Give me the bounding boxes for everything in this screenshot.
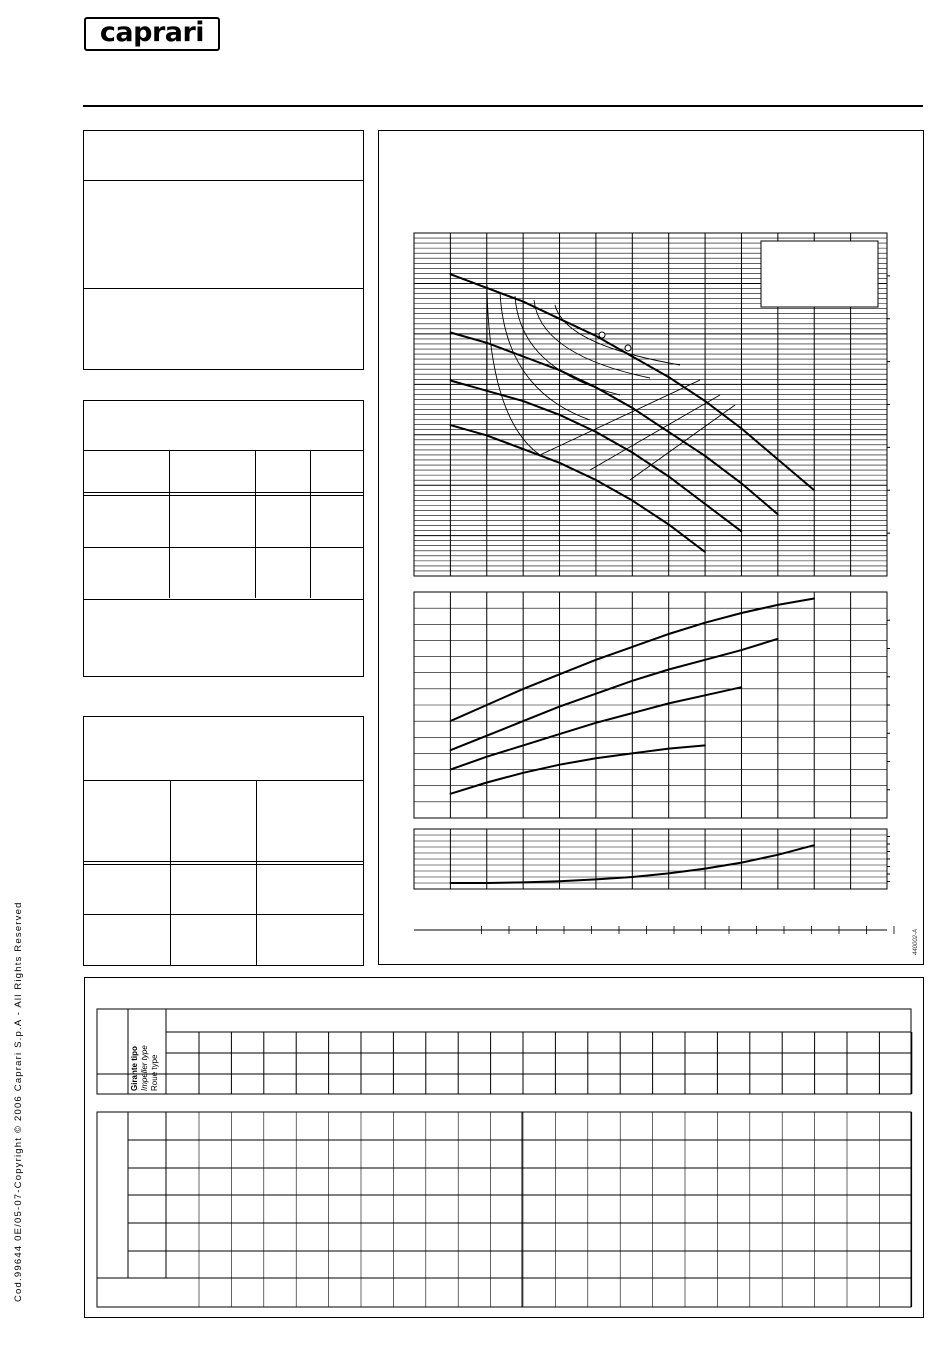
copyright-notice: Cod.99644 0E/05-07-Copyright © 2006 Caprari S.p.A - All Rights Reserved xyxy=(13,901,24,1302)
impeller-label-it: Girante tipo xyxy=(130,1046,139,1091)
drawing-code: 440002-A xyxy=(913,928,919,956)
impeller-label-en: Impeller type xyxy=(140,1045,149,1091)
caprari-logo: caprari xyxy=(84,17,220,51)
impeller-type-label xyxy=(130,1011,162,1091)
impeller-table xyxy=(97,1009,911,1094)
impeller-label-fr: Roue type xyxy=(150,1054,159,1091)
